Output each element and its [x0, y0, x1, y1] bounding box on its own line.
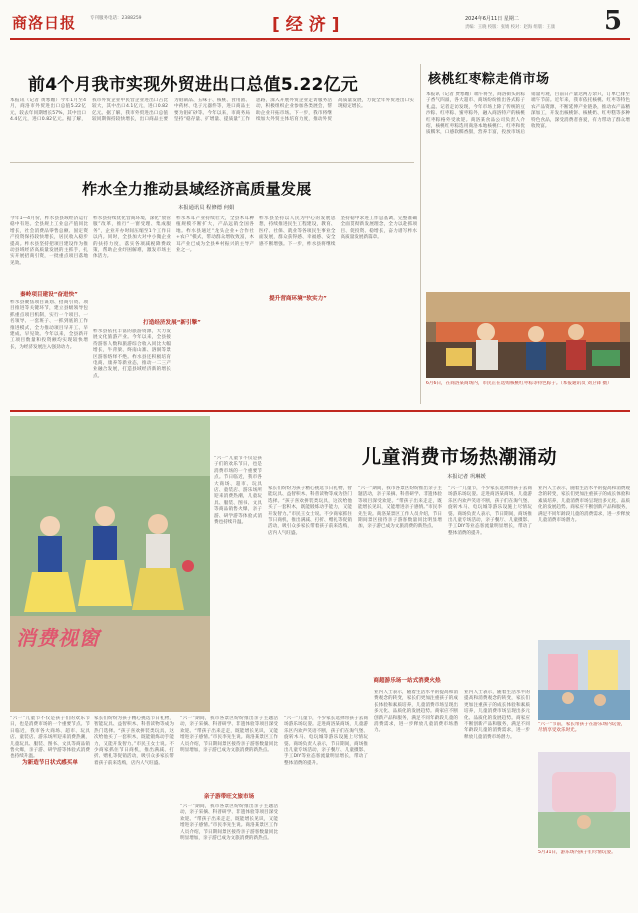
article-1-body: 本报讯（记者 黄寒媚）今年1月至4月，商洛市外贸进出口总值5.22亿元，较去年同期增长57%，其中出口4.4亿元，进口0.82亿元。据了解，我市外贸企业中民营企业进出口占比较大，其中出口4.1亿元，进口0.82亿元。据了解，我市外贸进出口总值较同期保持较快增长，出口商品主要为钼制品、五味子、核桃、食用菌、中药材、电子元器件等，进口商品主要为钼矿砂等。今年以来，市商务局坚持“稳存量、扩增量、提质量”工作思路，深入开展外贸企业走访服务活动，积极组织企业参加各类展会，帮助企业开拓市场。下一步，我市将继续加大外贸主体培育力度，推动外贸高质量发展，力促全年外贸进出口实现稳定增长。: [10, 98, 414, 123]
feature-divider: [10, 410, 630, 412]
article-4-subhead-2: 亲子游带旺文旅市场: [203, 794, 255, 800]
page-number: 5: [604, 6, 623, 36]
article-2-headline: 核桃红枣粽走俏市场: [428, 72, 550, 87]
article-1-headline: 前4个月我市实现外贸进出口总值5.22亿元: [28, 75, 358, 95]
children-performance-art: [10, 416, 210, 712]
banner-consumption: [16, 620, 136, 654]
article-3-body-5: 柞水木耳产业持续壮大，全县木耳种植规模不断扩大，产品远销全国各地。柞水县通过“龙头企业+合作社+农户”模式，带动群众增收致富，木耳产业已成为全县乡村振兴的主导产业之一。: [176, 216, 254, 254]
article-4-lower-mid: 家长们纷纷为孩子精心挑选节日礼物，智能玩具、益智积木、科普读物等成为热门选择。“孩子喜欢拼装类玩具，这次给他买了一套积木，既能锻炼动手能力，又能开发智力。”市民王女士说。不少商家抓住节日商机，推出满减、打折、赠礼等促销活动，吸引众多家长带着孩子前来选购，店内人气旺盛。: [94, 716, 174, 766]
article-4-lower-col4: “六一”儿童节，不少家长选择带孩子去商场游乐场玩耍。走进商洛某商场，儿童游乐区内欢声笑语不断，孩子们在淘气堡、旋转木马、电玩城等游乐设施上尽情玩耍。商场负责人表示，节日期间，商场推出儿童专场活动，亲子餐厅、儿童摄影、手工DIY等业态客流量明显增长，带动了整体消费的提升。: [284, 716, 368, 766]
banner-text: 消费视窗: [16, 626, 100, 650]
article-3-byline: 本报通讯员 程修德 何娟: [178, 205, 235, 211]
article-3-body-3: 柞水县持续优化营商环境，深化“放管服”改革，推行“一窗受理、集成服务”，企业开办时间压缩至1个工作日以内。同时，全县加大对中小微企业的扶持力度，落实各项减税降费政策，帮助企业纾困解难，激发市场主体活力。: [93, 216, 171, 260]
masthead: [10, 6, 630, 40]
article-4-lower-col6: 业内人士表示，随着生活水平的提高和消费观念的转变，家长们更加注重孩子的成长体验和素质培养，儿童消费市场呈现出多元化、品质化的发展趋势。商家应不断创新产品和服务，满足不同年龄段儿童的消费需求，进一步释放儿童消费市场潜力。: [464, 690, 530, 740]
service-phone: 专刊服务电话：2388259: [90, 16, 142, 21]
section-label: [经济]: [272, 15, 346, 35]
article-4-lower-col3b: “六一”期间，我市各景区纷纷推出亲子主题活动，亲子采摘、科普研学、非遗体验等项目深受欢迎。“带孩子出来走走，既能增长见识，又能增进亲子感情。”市民李先生说。商洛某景区工作人员介绍，节日期间景区接待亲子游客数量同比明显增加，亲子游已成为文旅消费的新热点。: [180, 804, 278, 842]
section-rule: [10, 162, 414, 163]
newspaper-logo: 商洛日报: [12, 14, 77, 32]
article-4-body-5: 业内人士表示，随着生活水平的提高和消费观念的转变，家长们更加注重孩子的成长体验和素质培养，儿童消费市场呈现出多元化、品质化的发展趋势。商家应不断创新产品和服务，满足不同年龄段儿童的消费需求，进一步释放儿童消费市场潜力。: [538, 486, 630, 524]
article-4-body-4: “六一”儿童节，不少家长选择带孩子去商场游乐场玩耍。走进商洛某商场，儿童游乐区内欢声笑语不断，孩子们在淘气堡、旋转木马、电玩城等游乐设施上尽情玩耍。商场负责人表示，节日期间，商场推出儿童专场活动，亲子餐厅、儿童摄影、手工DIY等业态客流量明显增长，带动了整体消费的提升。: [448, 486, 532, 536]
article-3-body-1: 今年1—4月份，柞水县县域经济运行稳中有进。全县规上工业总产值同比增长，社会消费品零售总额、固定资产投资保持较快增长，居民收入稳步提高。柞水县坚持把项目建设作为推动县域经济高质量发展的主抓手，扎实开展招商引资，一批重点项目落地见效。: [10, 216, 88, 266]
article-4-caption-2: 5月31日，游乐场内孩子们尽情玩耍。: [538, 850, 616, 855]
column-rule: [420, 64, 421, 404]
playground-photo-1: [538, 640, 630, 720]
article-4-caption-1: “六一”节前，家长带孩子在游乐场内玩耍，尽情享受欢乐时光。: [538, 722, 626, 734]
article-4-body-2: 家长们纷纷为孩子精心挑选节日礼物，智能玩具、益智积木、科普读物等成为热门选择。“孩子喜欢拼装类玩具，这次给他买了一套积木，既能锻炼动手能力，又能开发智力。”市民王女士说。不少商家抓住节日商机，推出满减、打折、赠礼等促销活动，吸引众多家长带着孩子前来选购，店内人气旺盛。: [268, 486, 352, 536]
article-4-subhead-1: 为新造节日状式感买单: [22, 760, 78, 766]
article-2-body: 本报讯（记者 贾寒媚）端午将至，商洛街头的粽子香气四溢，各大超市、商场纷纷推出各式粽子礼盒。记者走访发现，今年市场上除了传统的豆沙粽、红枣粽、蜜枣粽外，融入商洛特产的核桃红枣粽格外受欢迎。商洛某食品公司负责人介绍，核桃红枣粽选用商洛本地核桃仁、红枣和优质糯米，口感软糯香甜，营养丰富，投放市场后销量可观，目前日产量达两万余只，订单已排至端午节前。近年来，我市依托核桃、红枣等特色农产品资源，不断延伸产业链条，推动农产品精深加工，开发出核桃饼、核桃奶、红枣糕等多种特色食品，深受消费者喜爱，有力带动了群众增收致富。: [426, 92, 630, 136]
article-2-caption: 6月6日，在商洛某商场内，市民正在选购核桃红枣粽等特色粽子。（本报通讯员 刘卫锋 摄）: [426, 381, 612, 386]
article-3-headline: 柞水全力推动县域经济高质量发展: [82, 180, 312, 198]
playground-photo-2-art: [538, 752, 630, 848]
article-3-subhead-1: 秦岭项目建设“奋进快”: [20, 292, 78, 298]
article-3-subhead-3: 提升营商环境“软实力”: [269, 296, 327, 302]
article-4-body-3: “六一”期间，我市各景区纷纷推出亲子主题活动，亲子采摘、科普研学、非遗体验等项目深受欢迎。“带孩子出来走走，既能增长见识，又能增进亲子感情。”市民李先生说。商洛某景区工作人员介绍，节日期间景区接待亲子游客数量同比明显增加，亲子游已成为文旅消费的新热点。: [358, 486, 442, 530]
article-3-body-6: 柞水县坚持以人民为中心的发展思想，持续推进民生工程建设，教育、医疗、社保、就业等各项民生事业全面发展，群众获得感、幸福感、安全感不断增强。下一步，柞水县将继续坚持稳中求进工作总基调，完整准确全面贯彻新发展理念，全力以赴抓项目、促投资、稳增长，奋力谱写柞水高质量发展新篇章。: [259, 216, 417, 247]
article-4-lower-left: “六一”儿童节不仅是孩子们的欢乐节日，也是消费市场的一个重要节点。节日临近，我市各大商场、超市、玩具店、童装店、游乐场所迎来消费热潮，儿童玩具、服装、图书、文具等商品销售火爆，亲子游、研学游等体验式消费也持续升温。: [10, 716, 90, 760]
article-4-byline: 本报记者 巩琳媛: [447, 474, 486, 480]
article-3-body-4: 柞水县依托丰富的旅游资源，大力发展文化旅游产业。今年以来，全县接待游客人数和旅游综合收入同比大幅增长，牛背梁、终南山寨、溶洞等景区游客络绎不绝。柞水县还积极培育电商、康养等新业态，推动一二三产业融合发展，打造县域经济新的增长点。: [93, 329, 171, 379]
article-4-subhead-3: 商超游乐场一站式消费火热: [373, 678, 441, 684]
article-4-lower-col3: “六一”期间，我市各景区纷纷推出亲子主题活动，亲子采摘、科普研学、非遗体验等项目深受欢迎。“带孩子出来走走，既能增长见识，又能增进亲子感情。”市民李先生说。商洛某景区工作人员介绍，节日期间景区接待亲子游客数量同比明显增加，亲子游已成为文旅消费的新热点。: [180, 716, 278, 754]
article-3-body-2: 柞水县聚焦项目谋划、招商引资、项目推进等关键环节，建立县级领导包抓重点项目机制，实行一个项目、一名领导、一套班子、一抓到底的工作推进模式，全力推动项目早开工、早建成、早见效。今年以来，全县新开工项目数量和投资额均实现较快增长，为经济发展注入强劲动力。: [10, 300, 88, 350]
article-3-body-5b: [176, 329, 254, 404]
playground-photo-1-art: [538, 640, 630, 720]
article-4-headline: 儿童消费市场热潮涌动: [362, 446, 558, 468]
dumpling-shop-photo-art: [426, 292, 630, 378]
playground-photo-2: [538, 752, 630, 848]
article-4-body-1: “六一”儿童节不仅是孩子们的欢乐节日，也是消费市场的一个重要节点。节日临近，我市各大商场、超市、玩具店、童装店、游乐场所迎来消费热潮，儿童玩具、服装、图书、文具等商品销售火爆，亲子游、研学游等体验式消费也持续升温。: [214, 456, 262, 526]
dumpling-shop-photo: [426, 292, 630, 378]
children-performance-photo: [10, 416, 210, 712]
article-3-subhead-2: 打造经济发展“新引擎”: [143, 320, 201, 326]
issue-date: 2024年6月11日 星期二: [465, 16, 519, 22]
article-4-lower-col5: 业内人士表示，随着生活水平的提高和消费观念的转变，家长们更加注重孩子的成长体验和素质培养，儿童消费市场呈现出多元化、品质化的发展趋势。商家应不断创新产品和服务，满足不同年龄段儿童的消费需求，进一步释放儿童消费市场潜力。: [374, 690, 458, 734]
editor-credits: 责编：王晓 校版：张婧 校对：赵海 组版：王康: [465, 25, 556, 30]
